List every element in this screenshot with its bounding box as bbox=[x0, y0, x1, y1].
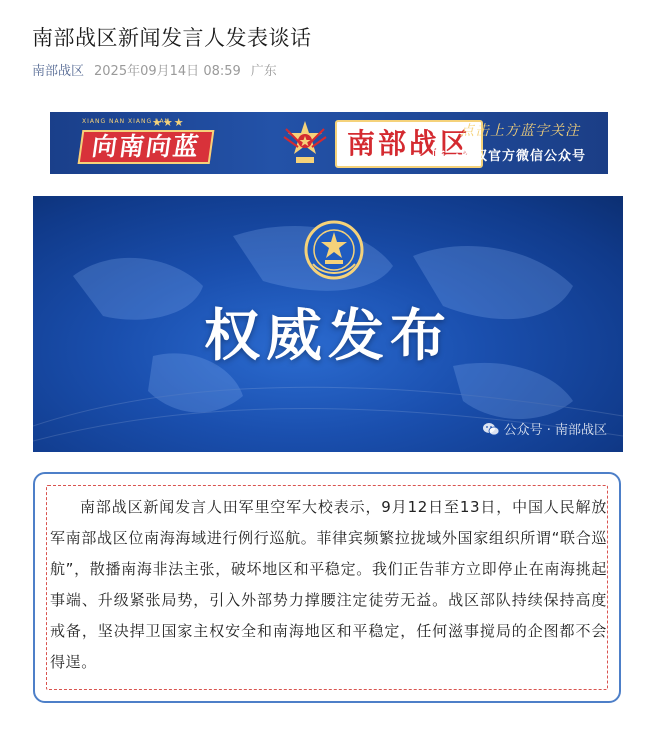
publish-date: 2025年09月14日 08:59 bbox=[94, 64, 241, 79]
hero-watermark bbox=[483, 419, 607, 438]
banner-follow-hint: 点击上方蓝字关注 bbox=[460, 123, 580, 139]
watermark-text: 公众号 · 南部战区 bbox=[503, 423, 607, 438]
hero-image bbox=[33, 196, 623, 452]
banner-command-name: 南部战区 bbox=[335, 120, 483, 168]
pla-emblem-icon bbox=[282, 119, 328, 167]
account-name-link[interactable]: 南部战区 bbox=[32, 64, 85, 79]
article-title: 南部战区新闻发言人发表谈话 bbox=[32, 26, 312, 50]
banner-pinyin: XIANG NAN XIANG LAN bbox=[82, 118, 171, 125]
wechat-icon bbox=[483, 422, 499, 436]
banner-official-note: 唯一授权官方微信公众号 bbox=[431, 149, 586, 164]
statement-paragraph: 南部战区新闻发言人田军里空军大校表示，9月12日至13日，中国人民解放军南部战区位南海海域进行例行巡航。菲律宾频繁拉拢域外国家组织所谓“联合巡航”，散播南海非法主张，破坏地区和平稳定。我们正告菲方立即停止在南海挑起事端、升级紧张局势，引入外部势力撑腰注定徒劳无益。战区部队持续保持高度戒备，坚决捍卫国家主权安全和南海地区和平稳定，任何滋事搅局的企图都不会得逞。 bbox=[50, 498, 607, 671]
article-meta bbox=[32, 60, 277, 79]
publish-location: 广东 bbox=[250, 64, 277, 79]
follow-banner[interactable] bbox=[50, 112, 608, 174]
stars-icon: ★★★ bbox=[152, 116, 185, 129]
banner-slogan-group bbox=[72, 118, 277, 168]
statement-box bbox=[33, 472, 621, 703]
southern-theater-command-emblem-icon bbox=[303, 218, 365, 282]
hero-title: 权威发布 bbox=[204, 303, 452, 369]
banner-slogan: 向南向蓝 bbox=[78, 130, 215, 164]
